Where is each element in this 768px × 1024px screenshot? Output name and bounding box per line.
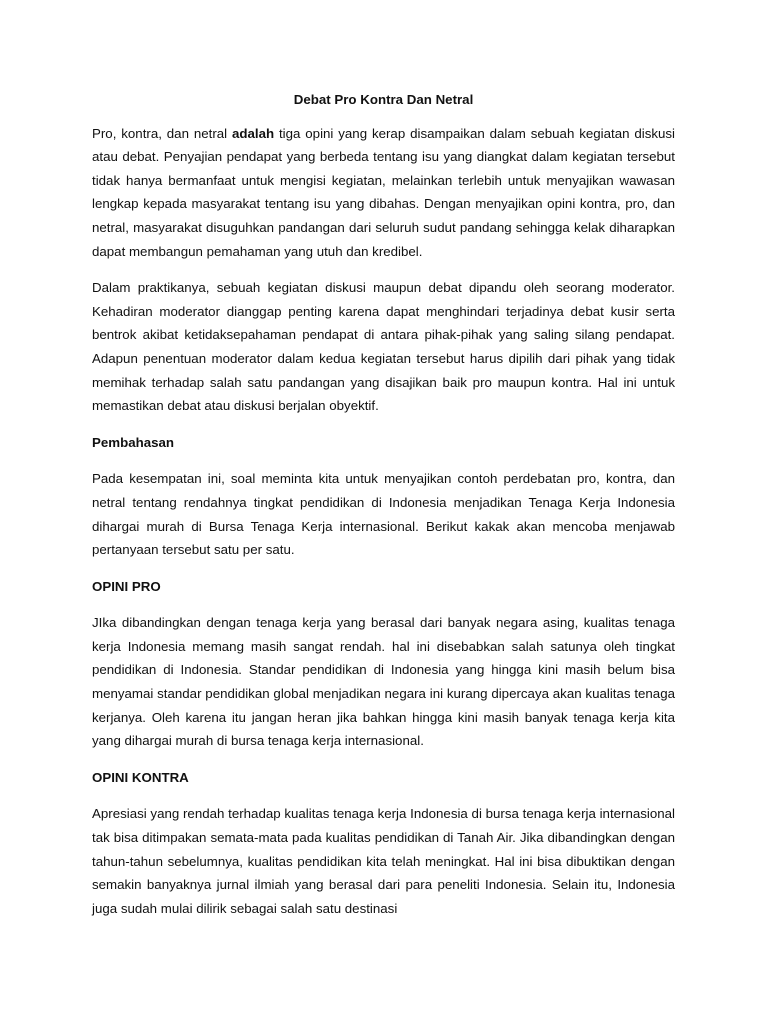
opini-pro-paragraph: JIka dibandingkan dengan tenaga kerja yang berasal dari banyak negara asing, kualitas tenaga kerja Indonesia memang masih sangat rendah. hal ini disebabkan salah satunya oleh tingkat pendidikan di Indonesia. Standar pendidikan di Indonesia yang hingga kini masih belum bisa menyamai standar pendidikan global menjadikan negara ini kurang dipercaya akan kualitas tenaga kerjanya. Oleh karena itu jangan heran jika bahkan hingga kini masih banyak tenaga kerja kita yang dihargai murah di bursa tenaga kerja internasional. [92,615,675,749]
moderator-paragraph: Dalam praktikanya, sebuah kegiatan diskusi maupun debat dipandu oleh seorang moderator. Kehadiran moderator dianggap penting karena dapat menghindari terjadinya debat kusir serta bentrok akibat ketidaksepahaman pendapat di antara pihak-pihak yang saling silang pendapat. Adapun penentuan moderator dalam kedua kegiatan tersebut harus dipilih dari pihak yang tidak memihak terhadap salah satu pandangan yang disajikan baik pro maupun kontra. Hal ini untuk memastikan debat atau diskusi berjalan obyektif. [92,280,675,414]
pembahasan-heading: Pembahasan [92,434,175,450]
intro-text-rest: tiga opini yang kerap disampaikan dalam sebuah kegiatan diskusi atau debat. Penyajian pendapat yang berbeda tentang isu yang diangkat dalam kegiatan tersebut tidak hanya bermanfaat untuk mengisi kegiatan, melainkan terlebih untuk menyajikan wawasan lengkap kepada masyarakat tentang isu yang dibahas. Dengan menyajikan opini kontra, pro, dan netral, masyarakat disuguhkan pandangan dari seluruh sudut pandang sehingga kelak diharapkan dapat membangun pemahaman yang utuh dan kredibel. [92,125,675,259]
intro-text-start: Pro, kontra, dan netral [92,125,232,141]
pembahasan-paragraph: Pada kesempatan ini, soal meminta kita untuk menyajikan contoh perdebatan pro, kontra, dan netral tentang rendahnya tingkat pendidikan di Indonesia menjadikan Tenaga Kerja Indonesia dihargai murah di Bursa Tenaga Kerja internasional. Berikut kakak akan mencoba menjawab pertanyaan tersebut satu per satu. [92,471,675,558]
opini-kontra-heading: OPINI KONTRA [92,769,189,785]
document-title: Debat Pro Kontra Dan Netral [293,92,474,107]
document-page [92,88,675,933]
intro-bold-word: adalah [231,125,275,141]
opini-kontra-paragraph: Apresiasi yang rendah terhadap kualitas tenaga kerja Indonesia di bursa tenaga kerja internasional tak bisa ditimpakan semata-mata pada kualitas pendidikan di Tanah Air. Jika dibandingkan dengan tahun-tahun sebelumnya, kualitas pendidikan kita telah meningkat. Hal ini bisa dibuktikan dengan semakin banyaknya jurnal ilmiah yang berasal dari para peneliti Indonesia. Selain itu, Indonesia juga sudah mulai dilirik sebagai salah satu destinasi [92,806,675,916]
intro-paragraph [92,122,675,264]
opini-pro-heading: OPINI PRO [92,578,161,594]
